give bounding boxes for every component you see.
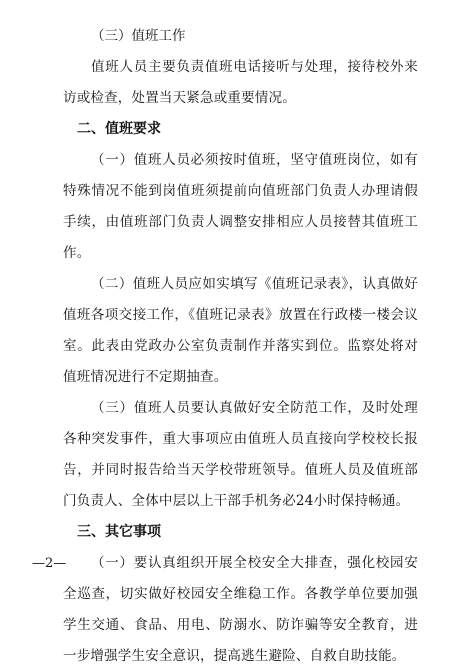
paragraph-requirement-2: （二）值班人员应如实填写《值班记录表》，认真做好值班各项交接工作，《值班记录表》放置在行政楼一楼会议室。此表由党政办公室负责制作并落实到位。监察处将对值班情况进行不定期抽查。 [63,276,418,385]
document-body [63,20,418,672]
paragraph-requirement-1: （一）值班人员必须按时值班，坚守值班岗位，如有特殊情况不能到岗值班须提前向值班部门负责人办理请假手续，由值班部门负责人调整安排相应人员接替其值班工作。 [63,152,418,261]
section-heading-duty-requirements: 二、值班要求 [77,121,161,137]
paragraph-requirement-3: （三）值班人员要认真做好安全防范工作，及时处理各种突发事件，重大事项应由值班人员直接向学校校长报告，并同时报告给当天学校带班领导。值班人员及值班部门负责人、全体中层以上干部手机务必24小时保持畅通。 [63,400,418,509]
paragraph-duty-work: 值班人员主要负责值班电话接听与处理，接待校外来访或检查，处置当天紧急或重要情况。 [63,59,418,106]
section-heading-other-matters: 三、其它事项 [77,524,161,540]
page-number: —2— [32,556,67,571]
subheading-duty-work: （三）值班工作 [91,28,186,44]
paragraph-other-1: （一）要认真组织开展全校安全大排查，强化校园安全巡查，切实做好校园安全维稳工作。各教学单位要加强学生交通、食品、用电、防溺水、防诈骗等安全教育，进一步增强学生安全意识，提高逃生避险、自救自助技能。 [63,555,418,664]
